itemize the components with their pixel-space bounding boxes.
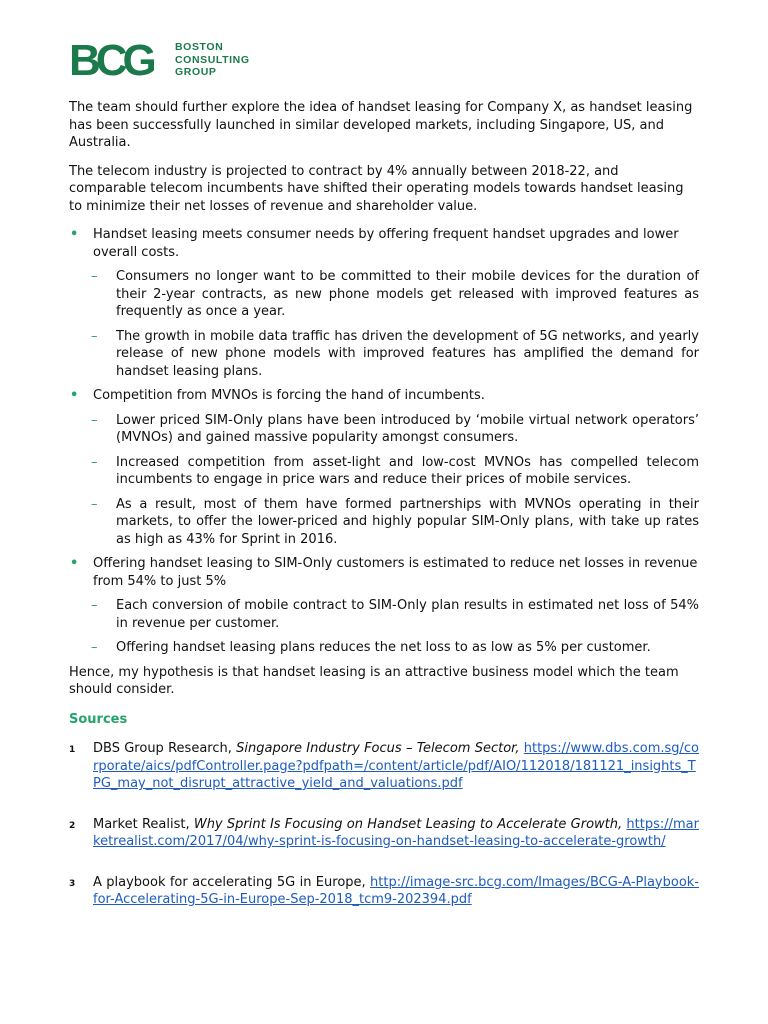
sub-bullet-text: Consumers no longer want to be committed to their mobile devices for the duration of their 2-year contracts, as new phone models get released with improved features as frequently as once a year.: [116, 269, 699, 319]
bullet-item: [69, 555, 699, 590]
conclusion-paragraph: Hence, my hypothesis is that handset leasing is an attractive business model which the team should consider.: [69, 664, 679, 697]
dash-icon: –: [91, 328, 98, 344]
bullet-text: Competition from MVNOs is forcing the hand of incumbents.: [93, 388, 485, 403]
sub-bullet-item: [69, 597, 699, 632]
source-title: Singapore Industry Focus – Telecom Sector,: [236, 741, 520, 756]
dash-icon: –: [91, 454, 98, 470]
dash-icon: –: [91, 496, 98, 512]
source-item: [69, 816, 699, 851]
sub-bullet-text: The growth in mobile data traffic has driven the development of 5G networks, and yearly release of new phone models with improved features has amplified the demand for handset leasing plans.: [116, 328, 699, 379]
sub-bullet-text: Lower priced SIM-Only plans have been introduced by ‘mobile virtual network operators’ (MVNOs) and gained massive popularity amongst consumers.: [116, 412, 699, 445]
sub-bullet-item: [69, 328, 699, 381]
intro-paragraph: The telecom industry is projected to contract by 4% annually between 2018-22, and comparable telecom incumbents have shifted their operating models towards handset leasing to minimize their net losses of revenue and shareholder value.: [69, 163, 684, 214]
sub-bullet-item: [69, 412, 699, 447]
bullet-section: [69, 226, 699, 657]
source-title: Why Sprint Is Focusing on Handset Leasing to Accelerate Growth,: [193, 816, 623, 832]
document-body: [69, 99, 699, 932]
sources-heading: Sources: [69, 711, 128, 727]
logo-line-3: GROUP: [175, 66, 217, 79]
bullet-text: Offering handset leasing to SIM-Only customers is estimated to reduce net losses in revenue from 54% to just 5%: [93, 556, 698, 589]
sub-bullet-item: [69, 639, 699, 657]
svg-text:BCG: BCG: [69, 41, 152, 79]
sub-bullet-text: Increased competition from asset-light and low-cost MVNOs has compelled telecom incumbents to engage in price wars and reduce their prices of mobile services.: [116, 454, 699, 487]
intro-paragraph: The team should further explore the idea of handset leasing for Company X, as handset leasing has been successfully launched in similar developed markets, including Singapore, US, and Australia.: [69, 100, 693, 150]
source-author: A playbook for accelerating 5G in Europe,: [93, 874, 371, 890]
dash-icon: –: [91, 640, 98, 655]
sub-bullet-item: [69, 454, 699, 489]
bullet-point-icon: •: [70, 556, 79, 571]
source-author: DBS Group Research,: [93, 741, 237, 756]
source-link[interactable]: http://image-src.bcg.com/Images/BCG-A-Playbook-for-Accelerating-5G-in-Europe-Sep-2018_tcm9-202394.pdf: [93, 874, 699, 907]
source-number: 1: [69, 745, 76, 755]
bcg-logo-mark: [69, 41, 165, 79]
bullet-point-icon: •: [70, 388, 79, 403]
logo-line-2: CONSULTING: [175, 53, 250, 66]
sub-bullet-text: Offering handset leasing plans reduces the net loss to as low as 5% per customer.: [116, 640, 651, 655]
bullet-item: [69, 226, 699, 261]
source-link[interactable]: https://marketrealist.com/2017/04/why-sprint-is-focusing-on-handset-leasing-to-accelerate-growth/: [93, 816, 699, 849]
dash-icon: –: [91, 598, 98, 613]
sub-bullet-text: Each conversion of mobile contract to SIM-Only plan results in estimated net loss of 54% in revenue per customer.: [116, 598, 699, 631]
source-item: [69, 874, 699, 909]
bullet-text: Handset leasing meets consumer needs by offering frequent handset upgrades and lower overall costs.: [93, 227, 679, 260]
dash-icon: –: [91, 269, 98, 284]
bullet-item: [69, 387, 699, 405]
sub-bullet-text: As a result, most of them have formed partnerships with MVNOs operating in their markets, to offer the lower-priced and highly popular SIM-Only plans, with take up rates as high as 43% for Sprint in 2016.: [116, 496, 699, 547]
source-link[interactable]: https://www.dbs.com.sg/corporate/aics/pdfController.page?pdfpath=/content/article/pdf/AIO/112018/181121_insights_TPG_may_not_disrupt_attractive_yield_and_valuations.pdf: [93, 741, 699, 791]
sub-bullet-item: [69, 496, 699, 549]
source-number: 3: [69, 878, 76, 889]
logo-line-1: BOSTON: [175, 41, 224, 54]
source-author: Market Realist,: [93, 816, 194, 832]
sub-bullet-item: [69, 268, 699, 321]
logo-wordmark: [175, 41, 250, 79]
source-number: 2: [69, 820, 76, 831]
source-item: [69, 740, 699, 793]
bcg-logo: [69, 41, 250, 79]
dash-icon: –: [91, 412, 98, 428]
bullet-point-icon: •: [70, 227, 79, 242]
